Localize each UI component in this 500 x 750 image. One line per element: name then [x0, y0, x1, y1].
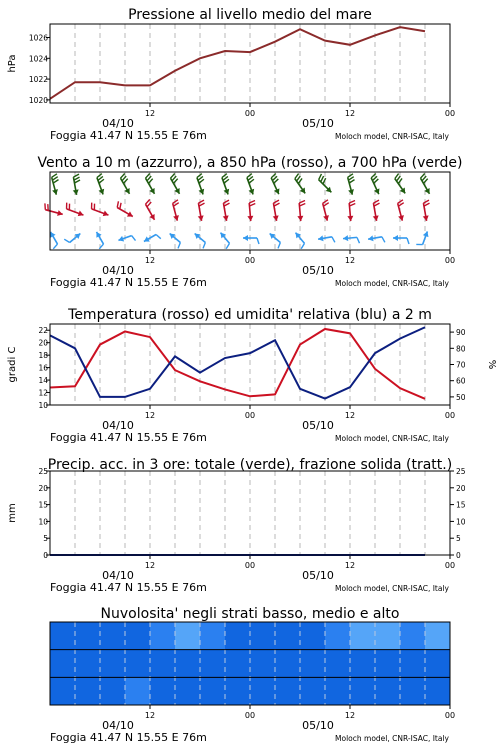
credit-label: Moloch model, CNR-ISAC, Italy	[335, 132, 449, 141]
y-tick-label-right: 20	[456, 483, 466, 493]
x-tick-label: 00	[244, 109, 256, 118]
y-tick-label-right: 25	[456, 467, 466, 476]
wind-feather	[120, 203, 121, 209]
cloud-cell-alto	[275, 622, 301, 650]
y-tick-label: 1026	[28, 33, 48, 43]
wind-feather	[278, 242, 280, 248]
y-tick-label: 16	[38, 363, 48, 373]
y-tick-label: 10	[38, 517, 48, 527]
chart-title: Nuvolosita' negli strati basso, medio e alto	[100, 606, 400, 622]
wind-feather	[295, 174, 299, 179]
wind-feather	[52, 174, 57, 177]
wind-arrowhead	[52, 189, 58, 195]
cloud-cell-medio	[100, 650, 126, 678]
x-tick-label: 00	[444, 256, 456, 265]
cloud-cell-basso	[200, 677, 226, 705]
location-label: Foggia 41.47 N 15.55 E 76m	[50, 731, 207, 744]
y-tick-label: 1020	[28, 95, 48, 105]
cloud-cell-basso	[50, 677, 76, 705]
x-tick-label: 00	[244, 711, 256, 720]
x-tick-label: 00	[244, 411, 256, 420]
wind-feather	[73, 174, 79, 177]
wind-feather	[423, 200, 429, 203]
y-tick-label-right: 70	[456, 360, 466, 370]
chart-title: Temperatura (rosso) ed umidita' relativa (blu) a 2 m	[68, 307, 432, 323]
location-label: Foggia 41.47 N 15.55 E 76m	[50, 276, 207, 289]
wind-feather	[226, 243, 229, 248]
cloud-cell-medio	[375, 650, 401, 678]
humidity-line	[50, 327, 425, 398]
y-tick-label-right: 80	[456, 344, 466, 354]
x-tick-label: 00	[444, 711, 456, 720]
cloud-cell-medio	[200, 650, 226, 678]
wind-feather	[357, 237, 360, 243]
y-tick-label: 14	[38, 376, 48, 386]
cloud-cell-medio	[50, 650, 76, 678]
cloud-cell-basso	[325, 677, 351, 705]
y-axis-label: mm	[7, 503, 18, 523]
cloud-cell-alto	[150, 622, 176, 650]
wind-feather	[407, 238, 409, 244]
wind-feather	[273, 200, 279, 203]
cloud-cell-alto	[325, 622, 351, 650]
wind-arrowhead	[57, 210, 63, 216]
cloud-cell-alto	[225, 622, 251, 650]
cloud-cell-medio	[425, 650, 451, 678]
y-tick-label-right: 10	[456, 517, 466, 527]
credit-label: Moloch model, CNR-ISAC, Italy	[335, 584, 449, 593]
wind-feather	[257, 238, 259, 244]
wind-feather	[297, 176, 301, 181]
x-tick-label: 12	[344, 711, 356, 720]
wind-feather	[348, 177, 353, 180]
wind-feather	[373, 200, 379, 203]
wind-feather	[223, 200, 229, 203]
x-tick-label: 12	[144, 561, 156, 570]
x-tick-label: 12	[344, 411, 356, 420]
cloud-cell-basso	[275, 677, 301, 705]
cloud-cell-medio	[250, 650, 276, 678]
x-tick-label: 12	[144, 109, 156, 118]
wind-arrowhead	[297, 216, 303, 221]
x-tick-label: 00	[444, 109, 456, 118]
y-tick-label: 1024	[28, 54, 48, 64]
pressure-line	[50, 27, 425, 99]
cloud-cell-medio	[275, 650, 301, 678]
wind-feather	[301, 243, 304, 248]
x-tick-label: 12	[344, 561, 356, 570]
wind-feather	[117, 201, 118, 207]
cloud-cell-alto	[425, 622, 451, 650]
y-axis-label-right: %	[486, 359, 497, 370]
cloud-cell-alto	[100, 622, 126, 650]
cloud-cell-medio	[400, 650, 426, 678]
cloud-cell-medio	[175, 650, 201, 678]
y-tick-label: 1022	[28, 75, 48, 85]
cloud-cell-alto	[200, 622, 226, 650]
y-tick-label-right: 50	[456, 392, 466, 402]
cloud-cell-alto	[300, 622, 326, 650]
wind-feather	[156, 235, 161, 239]
cloud-cell-basso	[125, 677, 151, 705]
wind-feather	[323, 203, 328, 206]
wind-arrowhead	[348, 189, 354, 195]
y-tick-label: 10	[38, 401, 48, 410]
wind-feather	[53, 180, 58, 183]
y-tick-label: 0	[43, 551, 48, 560]
wind-feather	[74, 177, 80, 180]
date-label: 04/10	[102, 569, 134, 582]
date-label: 05/10	[302, 419, 334, 432]
wind-feather	[203, 242, 205, 248]
y-tick-label-right: 90	[456, 328, 466, 338]
cloud-cell-medio	[150, 650, 176, 678]
date-label: 05/10	[302, 264, 334, 277]
y-tick-label: 22	[38, 326, 48, 336]
cloud-cell-alto	[350, 622, 376, 650]
credit-label: Moloch model, CNR-ISAC, Italy	[335, 734, 449, 743]
wind-feather	[395, 174, 399, 179]
cloud-cell-basso	[225, 677, 251, 705]
credit-label: Moloch model, CNR-ISAC, Italy	[335, 434, 449, 443]
wind-feather	[178, 242, 180, 248]
cloud-cell-medio	[300, 650, 326, 678]
wind-feather	[398, 203, 403, 206]
x-tick-label: 12	[344, 109, 356, 118]
chart-title: Pressione al livello medio del mare	[128, 7, 372, 23]
cloud-cell-medio	[350, 650, 376, 678]
cloud-cell-basso	[375, 677, 401, 705]
wind-feather	[397, 176, 401, 181]
wind-arrowhead	[398, 215, 404, 221]
location-label: Foggia 41.47 N 15.55 E 76m	[50, 431, 207, 444]
x-tick-label: 12	[144, 411, 156, 420]
date-label: 04/10	[102, 117, 134, 130]
wind-feather	[382, 237, 385, 243]
temperature-line	[50, 329, 425, 399]
cloud-cell-alto	[125, 622, 151, 650]
x-tick-label: 00	[444, 411, 456, 420]
y-tick-label-right: 5	[456, 534, 461, 544]
location-label: Foggia 41.47 N 15.55 E 76m	[50, 129, 207, 142]
cloud-cell-basso	[75, 677, 101, 705]
credit-label: Moloch model, CNR-ISAC, Italy	[335, 279, 449, 288]
cloud-cell-alto	[400, 622, 426, 650]
wind-feather	[198, 200, 204, 203]
chart-title: Precip. acc. in 3 ore: totale (verde), frazione solida (tratt.)	[47, 457, 453, 473]
cloud-cell-basso	[350, 677, 376, 705]
wind-feather	[132, 236, 136, 241]
cloud-cell-medio	[325, 650, 351, 678]
wind-feather	[64, 239, 69, 242]
cloud-cell-medio	[225, 650, 251, 678]
cloud-cell-alto	[75, 622, 101, 650]
wind-arrowhead	[343, 235, 348, 241]
x-tick-label: 12	[344, 256, 356, 265]
chart-title: Vento a 10 m (azzurro), a 850 hPa (rosso), a 700 hPa (verde)	[37, 155, 463, 171]
wind-feather	[321, 176, 324, 182]
cloud-cell-basso	[400, 677, 426, 705]
x-tick-label: 00	[244, 561, 256, 570]
x-tick-label: 00	[444, 561, 456, 570]
cloud-cell-basso	[150, 677, 176, 705]
cloud-cell-basso	[100, 677, 126, 705]
cloud-cell-alto	[375, 622, 401, 650]
cloud-cell-basso	[425, 677, 451, 705]
y-tick-label: 18	[38, 351, 48, 361]
cloud-cell-basso	[175, 677, 201, 705]
cloud-cell-alto	[175, 622, 201, 650]
y-tick-label: 5	[43, 534, 48, 544]
wind-feather	[173, 203, 178, 206]
y-tick-label: 12	[38, 388, 48, 398]
cloud-cell-alto	[50, 622, 76, 650]
y-tick-label: 20	[38, 338, 48, 348]
cloud-cell-basso	[250, 677, 276, 705]
location-label: Foggia 41.47 N 15.55 E 76m	[50, 581, 207, 594]
y-tick-label-right: 15	[456, 500, 466, 510]
cloud-cell-alto	[250, 622, 276, 650]
y-tick-label: 25	[38, 467, 48, 476]
y-tick-label-right: 60	[456, 376, 466, 386]
x-tick-label: 12	[144, 711, 156, 720]
wind-arrowhead	[247, 216, 253, 221]
x-tick-label: 00	[244, 256, 256, 265]
y-tick-label: 15	[38, 500, 48, 510]
y-axis-label: gradi C	[7, 346, 18, 383]
wind-arrowhead	[243, 235, 248, 241]
date-label: 04/10	[102, 264, 134, 277]
wind-arrowhead	[347, 216, 353, 221]
y-axis-label: hPa	[7, 54, 18, 73]
wind-arrowhead	[323, 215, 329, 221]
date-label: 04/10	[102, 719, 134, 732]
cloud-cell-medio	[125, 650, 151, 678]
wind-feather	[332, 237, 335, 243]
wind-arrowhead	[393, 235, 398, 241]
y-tick-label-right: 0	[456, 551, 461, 560]
date-label: 05/10	[302, 719, 334, 732]
x-tick-label: 12	[144, 256, 156, 265]
y-tick-label: 20	[38, 483, 48, 493]
wind-feather	[52, 177, 57, 180]
date-label: 05/10	[302, 569, 334, 582]
wind-arrowhead	[173, 215, 179, 221]
wind-feather	[319, 174, 322, 180]
date-label: 04/10	[102, 419, 134, 432]
date-label: 05/10	[302, 117, 334, 130]
wind-feather	[53, 244, 57, 249]
cloud-cell-basso	[300, 677, 326, 705]
cloud-cell-medio	[75, 650, 101, 678]
